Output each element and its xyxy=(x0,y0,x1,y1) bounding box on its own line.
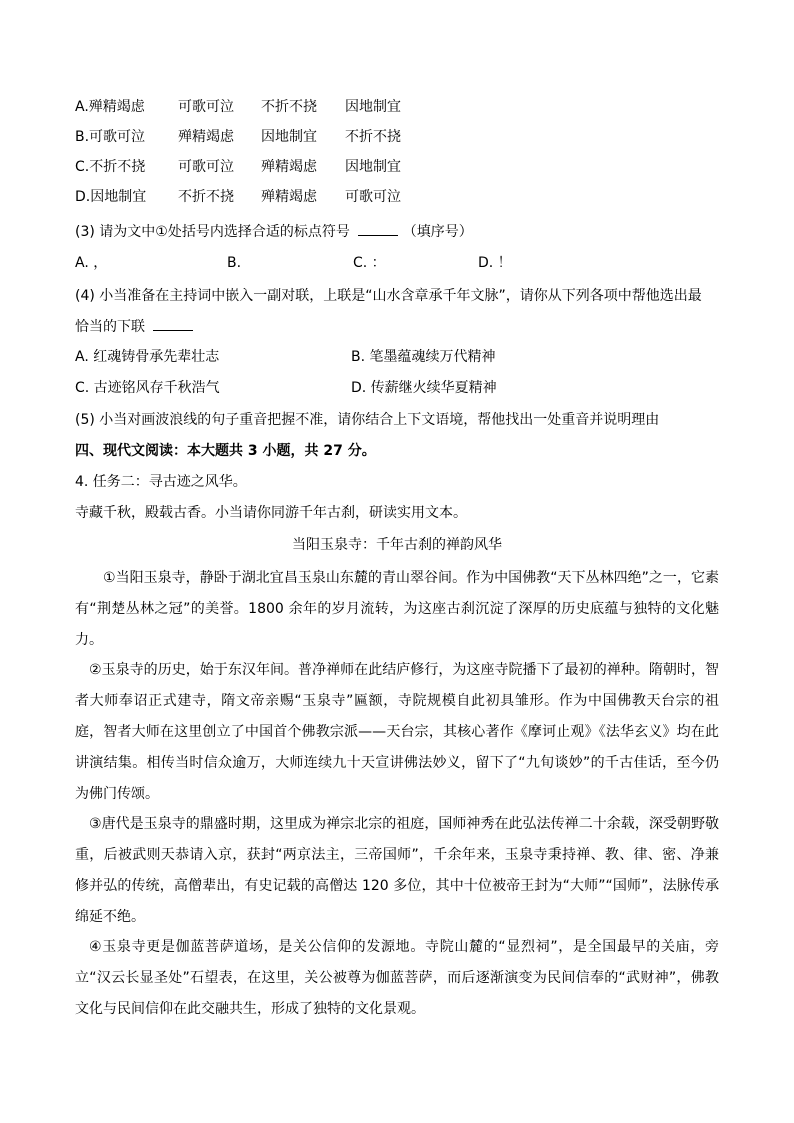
task-title: 4. 任务二：寻古迹之风华。 xyxy=(75,474,247,490)
q3-option-a: A. ， xyxy=(75,255,108,271)
option-c-word4: 因地制宜 xyxy=(345,159,401,175)
option-b-word2: 殚精竭虑 xyxy=(178,129,234,145)
question-3 xyxy=(75,221,473,242)
q4-option-d: D. 传薪继火续华夏精神 xyxy=(351,380,497,396)
option-c-word2: 可歌可泣 xyxy=(178,159,234,175)
q3-option-d: D. ！ xyxy=(478,255,512,271)
q4-option-b: B. 笔墨蕴魂续万代精神 xyxy=(351,349,496,365)
option-a-word1: A.殚精竭虑 xyxy=(75,99,145,115)
question-4-text: 恰当的下联 xyxy=(75,319,145,335)
question-4-line1: (4) 小当准备在主持词中嵌入一副对联，上联是“山水含章承千年文脉”，请你从下列各项中帮他选出最 xyxy=(75,288,702,304)
option-d-word3: 殚精竭虑 xyxy=(261,189,317,205)
article-paragraph-4: ④玉泉寺更是伽蓝菩萨道场，是关公信仰的发源地。寺院山麓的“显烈祠”，是全国最早的关庙，旁立“汉云长显圣处”石望表，在这里，关公被尊为伽蓝菩萨，而后逐渐演变为民间信奉的“武财神”，佛教文化与民间信仰在此交融共生，形成了独特的文化景观。 xyxy=(75,939,719,1017)
option-d-word4: 可歌可泣 xyxy=(345,189,401,205)
article-title: 当阳玉泉寺：千年古刹的禅韵风华 xyxy=(292,537,502,553)
option-c-word3: 殚精竭虑 xyxy=(261,159,317,175)
q4-option-a: A. 红魂铸骨承先辈壮志 xyxy=(75,349,220,365)
q4-option-c: C. 古迹铭风存千秋浩气 xyxy=(75,380,220,396)
q3-option-c: C. ： xyxy=(353,255,386,271)
question-3-suffix: （填序号） xyxy=(402,224,473,240)
option-d-word1: D.因地制宜 xyxy=(75,189,147,205)
option-a-word4: 因地制宜 xyxy=(345,99,401,115)
option-a-word2: 可歌可泣 xyxy=(178,99,234,115)
option-c-word1: C.不折不挠 xyxy=(75,159,146,175)
q3-option-b: B. xyxy=(227,255,242,271)
option-b-word4: 不折不挠 xyxy=(345,129,401,145)
option-d-word2: 不折不挠 xyxy=(178,189,234,205)
question-5: (5) 小当对画波浪线的句子重音把握不准，请你结合上下文语境，帮他找出一处重音并说明理由 xyxy=(75,412,660,428)
task-intro: 寺藏千秋，殿载古香。小当请你同游千年古刹，研读实用文本。 xyxy=(75,505,467,521)
option-b-word3: 因地制宜 xyxy=(261,129,317,145)
answer-blank[interactable] xyxy=(153,316,193,331)
question-3-text: (3) 请为文中①处括号内选择合适的标点符号 xyxy=(75,224,350,240)
option-a-word3: 不折不挠 xyxy=(261,99,317,115)
option-b-word1: B.可歌可泣 xyxy=(75,129,146,145)
article-paragraph-1: ①当阳玉泉寺，静卧于湖北宜昌玉泉山东麓的青山翠谷间。作为中国佛教“天下丛林四绝”之一，它素有“荆楚丛林之冠”的美誉。1800 余年的岁月流转，为这座古刹沉淀了深厚的历史底蕴与独特的文化魅力。 xyxy=(75,570,719,648)
question-4-line2 xyxy=(75,316,193,337)
section-heading: 四、现代文阅读：本大题共 3 小题，共 27 分。 xyxy=(75,443,376,459)
article-paragraph-2: ②玉泉寺的历史，始于东汉年间。普净禅师在此结庐修行，为这座寺院播下了最初的禅种。隋朝时，智者大师奉诏正式建寺，隋文帝亲赐“玉泉寺”匾额，寺院规模自此初具雏形。作为中国佛教天台宗的祖庭，智者大师在这里创立了中国首个佛教宗派——天台宗，其核心著作《摩诃止观》《法华玄义》均在此讲演结集。相传当时信众逾万，大师连续九十天宣讲佛法妙义，留下了“九旬谈妙”的千古佳话，至今仍为佛门传颂。 xyxy=(75,662,719,802)
article-paragraph-3: ③唐代是玉泉寺的鼎盛时期，这里成为禅宗北宗的祖庭，国师神秀在此弘法传禅二十余载，深受朝野敬重，后被武则天恭请入京，获封“两京法主，三帝国师”，千余年来，玉泉寺秉持禅、教、律、密、净兼修并弘的传统，高僧辈出，有史记载的高僧达 120 多位，其中十位被帝王封为“大师”“国师”，法脉传承绵延不绝。 xyxy=(75,816,719,925)
answer-blank[interactable] xyxy=(358,221,398,236)
